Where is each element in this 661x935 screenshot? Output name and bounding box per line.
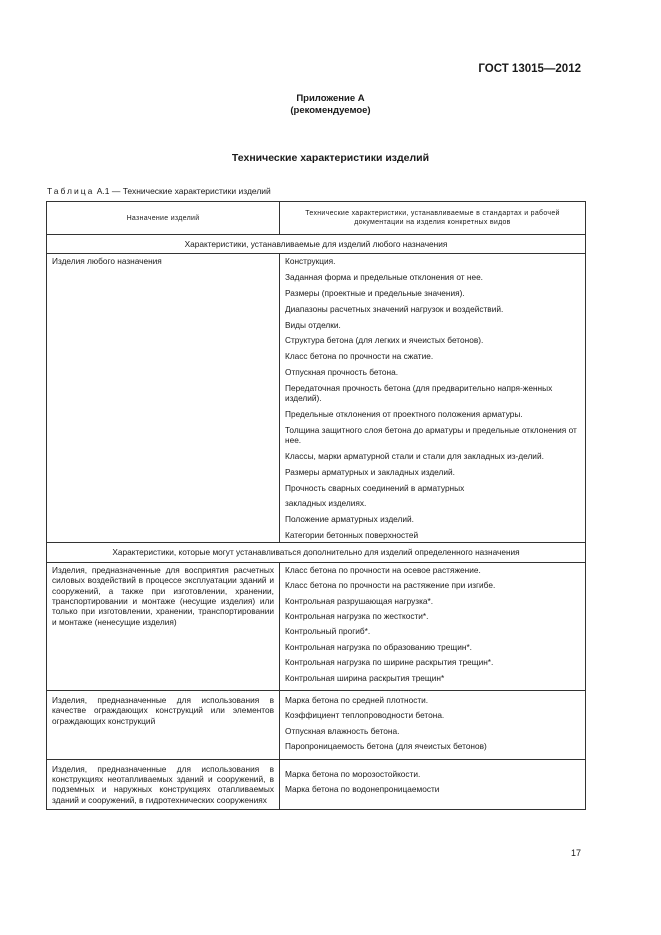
characteristic-item: закладных изделиях. — [285, 498, 367, 509]
characteristic-item: Размеры (проектные и предельные значения). — [285, 288, 465, 298]
characteristic-item: Класс бетона по прочности на осевое растяжение. — [285, 564, 481, 575]
section-heading-general: Характеристики, устанавливаемые для изделий любого назначения — [47, 235, 586, 254]
column-header-purpose: Назначение изделий — [47, 202, 280, 235]
table-caption-prefix: Таблица — [47, 186, 95, 196]
characteristic-item: Контрольный прогиб*. — [285, 626, 371, 637]
characteristic-item: Контрольная разрушающая нагрузка*. — [285, 595, 434, 606]
characteristic-item: Размеры арматурных и закладных изделий. — [285, 466, 455, 477]
table-caption-number: А.1 — [96, 186, 110, 196]
characteristics-cell — [280, 254, 586, 543]
purpose-cell: Изделия любого назначения — [47, 254, 280, 543]
characteristic-item: Контрольная нагрузка по ширине раскрытия трещин*. — [285, 657, 494, 668]
purpose-cell: Изделия, предназначенные для использования в конструкциях неотапливаемых зданий и сооружений, в подземных и наружных конструкциях отапливаемых зданий и сооружений, в гидротехнических сооружениях — [47, 759, 280, 810]
characteristic-item: Классы, марки арматурной стали и стали для закладных из-делий. — [285, 450, 544, 461]
table-row — [47, 254, 586, 543]
characteristic-item: Прочность сварных соединений в арматурных — [285, 482, 465, 493]
characteristic-item: Структура бетона (для легких и ячеистых бетонов). — [285, 335, 484, 346]
purpose-cell: Изделия, предназначенные для использования в качестве ограждающих конструкций или элементов ограждающих конструкций — [47, 691, 280, 760]
characteristic-item: Отпускная влажность бетона. — [285, 725, 400, 736]
characteristics-table — [46, 201, 586, 810]
annex-subtitle: (рекомендуемое) — [290, 105, 371, 116]
characteristic-item: Толщина защитного слоя бетона до арматуры и предельные отклонения от нее. — [285, 424, 577, 446]
characteristic-item: Положение арматурных изделий. — [285, 514, 414, 525]
characteristic-item: Контрольная нагрузка по жесткости*. — [285, 611, 429, 621]
characteristic-item: Диапазоны расчетных значений нагрузок и воздействий. — [285, 303, 504, 314]
characteristic-item: Контрольная ширина раскрытия трещин* — [285, 672, 445, 683]
characteristic-item: Конструкция. — [285, 256, 336, 267]
column-header-characteristics: Технические характеристики, устанавливаемые в стандартах и рабочей документации на изделия конкретных видов — [280, 202, 586, 235]
section-row — [47, 235, 586, 254]
characteristic-item: Паропроницаемость бетона (для ячеистых бетонов) — [285, 741, 487, 752]
table-header-row — [47, 202, 586, 235]
annex-title: Приложение А — [296, 93, 365, 104]
table-caption-text: — Технические характеристики изделий — [111, 186, 271, 196]
characteristic-item: Класс бетона по прочности на растяжение при изгибе. — [285, 580, 496, 591]
characteristic-item: Марка бетона по морозостойкости. — [285, 769, 421, 780]
characteristics-cell — [280, 562, 586, 690]
characteristic-item: Марка бетона по водонепроницаемости — [285, 784, 440, 795]
characteristic-item: Коэффициент теплопроводности бетона. — [285, 710, 445, 721]
characteristic-item: Предельные отклонения от проектного положения арматуры. — [285, 408, 523, 419]
characteristic-item: Марка бетона по средней плотности. — [285, 695, 429, 706]
page-number: 17 — [570, 848, 581, 858]
characteristics-cell — [280, 691, 586, 760]
table-row — [47, 759, 586, 810]
characteristic-item: Виды отделки. — [285, 319, 341, 330]
section-title: Технические характеристики изделий — [231, 152, 430, 164]
characteristic-item: Передаточная прочность бетона (для предварительно напря-женных изделий). — [285, 382, 553, 404]
characteristic-item: Отпускная прочность бетона. — [285, 366, 399, 377]
table-row — [47, 562, 586, 690]
section-heading-additional: Характеристики, которые могут устанавливаться дополнительно для изделий определенного назначения — [47, 543, 586, 562]
table-caption — [47, 186, 271, 196]
purpose-cell: Изделия, предназначенные для восприятия расчетных силовых воздействий в процессе эксплуатации зданий и сооружений, а также при изготовлении, хранении, транспортировании и монтаже (несущие изделия) или только при изготовлении, хранении, транспортировании и монтаже (ненесущие изделия) — [47, 562, 280, 690]
table-row — [47, 691, 586, 760]
annex-heading — [0, 93, 661, 117]
section-row — [47, 543, 586, 562]
characteristic-item: Контрольная нагрузка по образованию трещин*. — [285, 641, 472, 652]
standard-designation: ГОСТ 13015—2012 — [478, 63, 581, 75]
characteristics-cell — [280, 759, 586, 810]
characteristic-item: Заданная форма и предельные отклонения от нее. — [285, 272, 483, 283]
characteristic-item: Класс бетона по прочности на сжатие. — [285, 351, 434, 362]
characteristic-item: Категории бетонных поверхностей — [285, 529, 419, 540]
